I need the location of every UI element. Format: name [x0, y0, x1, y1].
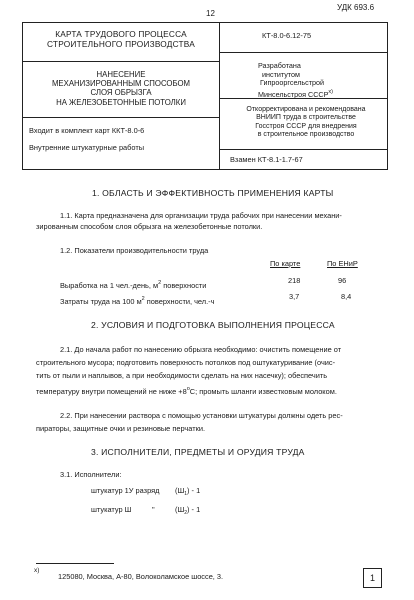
footnote-ref-mark: x)	[328, 88, 333, 95]
page-number: 12	[206, 9, 215, 18]
developed-by: Разработана институтом Гипрооргсельстрой Минсельстроя СССР$^{x)}$	[258, 61, 333, 99]
section-2-title: 2. УСЛОВИЯ И ПОДГОТОВКА ВЫПОЛНЕНИЯ ПРОЦЕССА	[91, 320, 335, 330]
sheet-number-box	[363, 568, 382, 588]
worker-1-code: $(Ш_1) - 1$	[175, 486, 201, 497]
footnote-mark: x)	[34, 567, 40, 574]
header-bottom-border	[22, 169, 388, 170]
row-labor-by-card: 3,7	[289, 292, 300, 301]
section-3-title: 3. ИСПОЛНИТЕЛИ, ПРЕДМЕТЫ И ОРУДИЯ ТРУДА	[91, 447, 305, 457]
right-code-divider	[219, 52, 387, 53]
para-2-1-line-4: температуру внутри помещений не ниже $+8^oС$; промыть шланги известковым молоком.	[36, 386, 337, 396]
para-2-1-line-3: тить от пыли и наплывов, а при необходимости сделать на них насечку); обеспечить	[36, 371, 328, 380]
para-2-1-line-1: 2.1. До начала работ по нанесению обрызга необходимо: очистить помещение от	[60, 345, 342, 354]
header-top-border	[22, 22, 388, 23]
worker-2-ditto: "	[152, 505, 155, 514]
row-output: Выработка на 1 чел.-день, $м^2$ поверхности	[60, 280, 207, 290]
col-by-enir: По ЕНиР	[327, 259, 358, 268]
worker-2: штукатур Ш	[91, 505, 132, 514]
worker-1: штукатур 1У разряд	[91, 486, 160, 495]
left-title-divider	[22, 61, 219, 62]
udk-code: УДК 693.6	[337, 3, 375, 12]
set-label: Входит в комплект карт ККТ-8.0-6	[29, 126, 145, 135]
para-1-2: 1.2. Показатели производительности труда	[60, 246, 209, 255]
row-output-by-enir: 96	[338, 276, 347, 285]
header-mid-divider	[219, 22, 220, 170]
para-2-1-line-2: строительного мусора; подготовить поверхность потолков под оштукатуривание (очис-	[36, 358, 336, 367]
card-title: КАРТА ТРУДОВОГО ПРОЦЕССА СТРОИТЕЛЬНОГО ПРОИЗВОДСТВА	[47, 29, 195, 49]
card-code: КТ-8.0-6.12-75	[262, 31, 312, 40]
left-topic-divider	[22, 117, 219, 118]
para-1-1-line-1: 1.1. Карта предназначена для организации труда рабочих при нанесении механи-	[60, 211, 342, 220]
worker-2-code: $(Ш_2) - 1$	[175, 505, 201, 516]
col-by-card: По карте	[270, 259, 301, 268]
header-right-border	[387, 22, 388, 170]
para-3-1: 3.1. Исполнители:	[60, 470, 122, 479]
right-approve-divider	[219, 149, 387, 150]
row-output-by-card: 218	[288, 276, 301, 285]
row-labor: Затраты труда на 100 $м^2$ поверхности, чел.-ч	[60, 296, 215, 306]
replaces-note: Взамен КТ-8.1-1.7-67	[230, 155, 303, 164]
approved-by: Откорректирована и рекомендована ВНИИП труда в строительстве Госстроя СССР для внедрения в строительное производство	[246, 106, 366, 139]
works-type: Внутренние штукатурные работы	[29, 143, 145, 152]
section-1-title: 1. ОБЛАСТЬ И ЭФФЕКТИВНОСТЬ ПРИМЕНЕНИЯ КАРТЫ	[92, 188, 334, 198]
card-topic: НАНЕСЕНИЕ МЕХАНИЗИРОВАННЫМ СПОСОБОМ СЛОЯ ОБРЫЗГА НА ЖЕЛЕЗОБЕТОННЫЕ ПОТОЛКИ	[51, 70, 191, 107]
para-2-2-line-1: 2.2. При нанесении раствора с помощью установки штукатуры должны одеть рес-	[60, 411, 343, 420]
row-labor-by-enir: 8,4	[341, 292, 352, 301]
para-1-1-line-2: зированным способом слоя обрызга на железобетонные потолки.	[36, 222, 263, 231]
footnote-separator	[36, 563, 114, 564]
sheet-number: 1	[369, 573, 375, 583]
footnote-text: 125080, Москва, А-80, Волоколамское шоссе, 3.	[58, 572, 224, 581]
para-2-2-line-2: пираторы, защитные очки и резиновые перчатки.	[36, 424, 206, 433]
